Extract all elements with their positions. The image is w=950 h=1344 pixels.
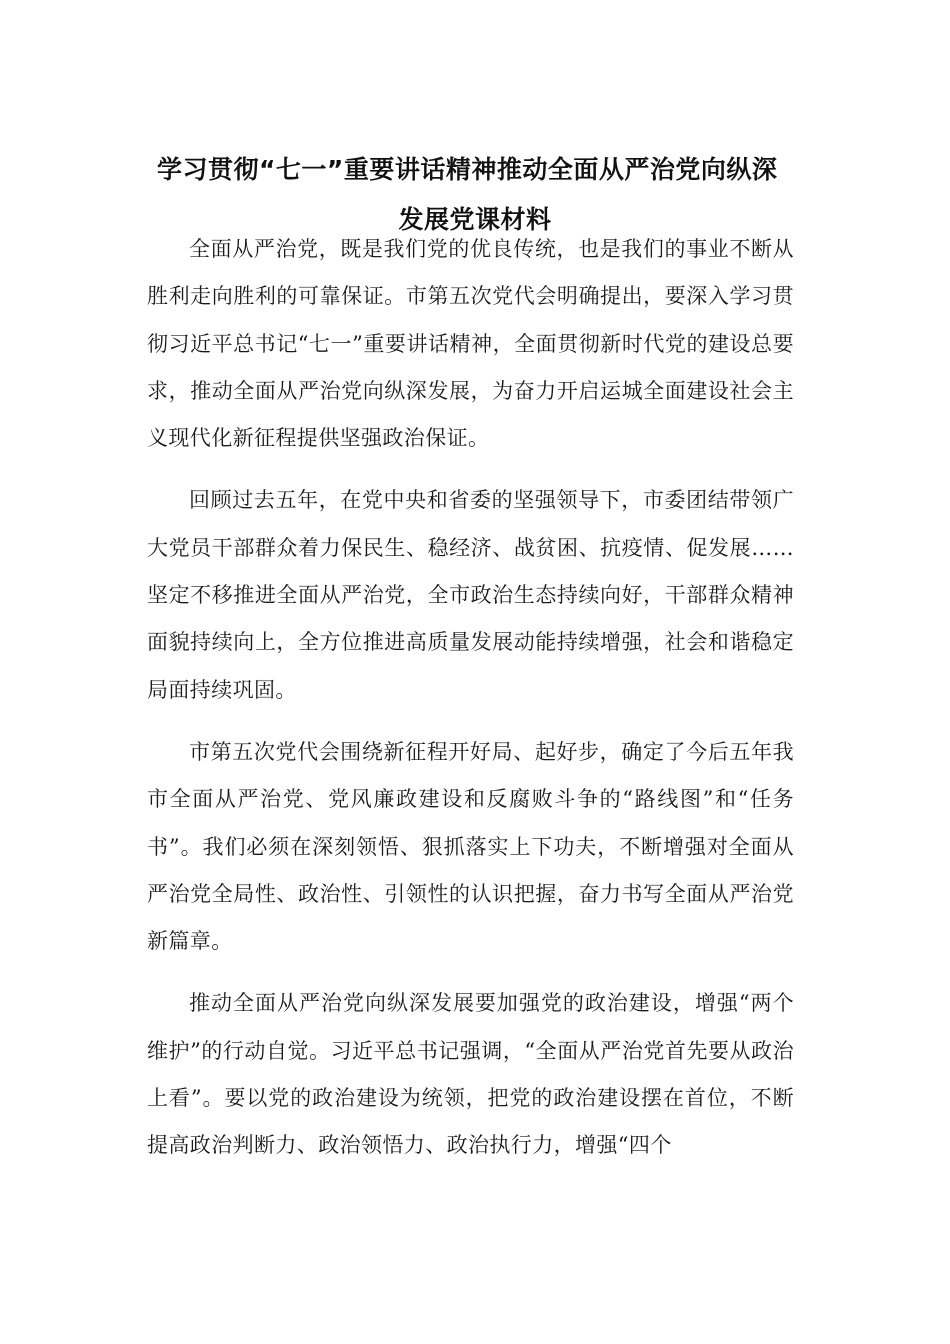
paragraph-4: 推动全面从严治党向纵深发展要加强党的政治建设，增强“两个维护”的行动自觉。习近平总书记强调，“全面从严治党首先要从政治上看”。要以党的政治建设为统领，把党的政治建设摆在首位，不断提高政治判断力、政治领悟力、政治执行力，增强“四个 [147,991,794,1158]
document-title-line-1: 学习贯彻“七一”重要讲话精神推动全面从严治党向纵深 [157,155,778,184]
document-title-line-2: 发展党课材料 [398,205,552,234]
document-body [147,226,794,1185]
paragraph-3: 市第五次党代会围绕新征程开好局、起好步，确定了今后五年我市全面从严治党、党风廉政建设和反腐败斗争的“路线图”和“任务书”。我们必须在深刻领悟、狠抓落实上下功夫，不断增强对全面从严治党全局性、政治性、引领性的认识把握，奋力书写全面从严治党新篇章。 [147,739,794,954]
paragraph-2: 回顾过去五年，在党中央和省委的坚强领导下，市委团结带领广大党员干部群众着力保民生、稳经济、战贫困、抗疫情、促发展……坚定不移推进全面从严治党，全市政治生态持续向好，干部群众精神面貌持续向上，全方位推进高质量发展动能持续增强，社会和谐稳定局面持续巩固。 [147,488,794,702]
paragraph-1: 全面从严治党，既是我们党的优良传统，也是我们的事业不断从胜利走向胜利的可靠保证。市第五次党代会明确提出，要深入学习贯彻习近平总书记“七一”重要讲话精神，全面贯彻新时代党的建设总要求，推动全面从严治党向纵深发展，为奋力开启运城全面建设社会主义现代化新征程提供坚强政治保证。 [147,237,794,451]
